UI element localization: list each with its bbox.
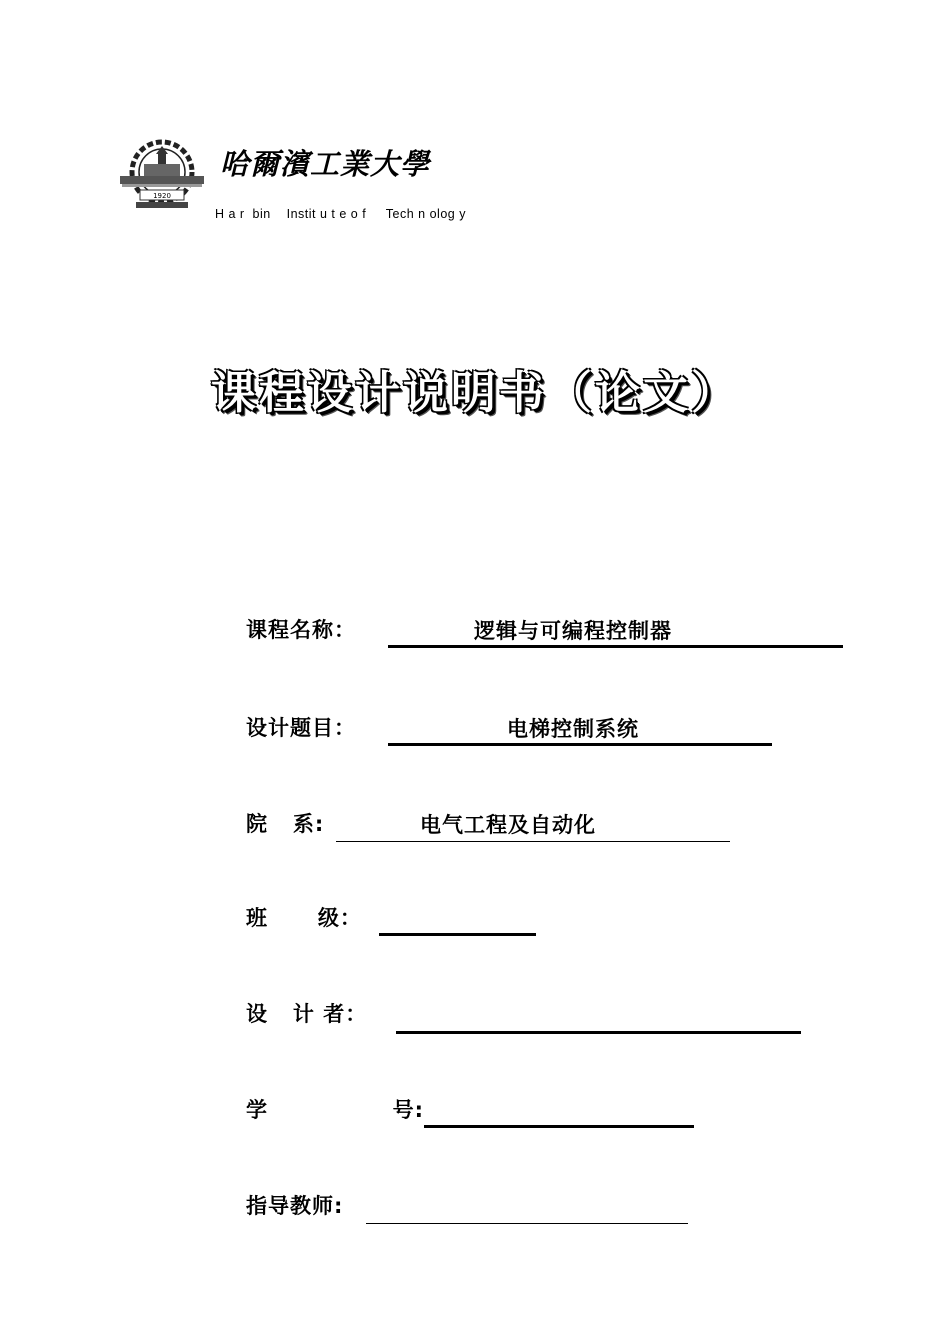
field-department <box>246 806 846 842</box>
advisor-label: 指导教师: <box>246 1194 344 1218</box>
field-student-id <box>246 1092 846 1128</box>
design-topic-underline <box>388 743 772 746</box>
designer-underline <box>396 1031 801 1034</box>
student-id-underline <box>424 1125 694 1128</box>
course-name-value: 逻辑与可编程控制器 <box>474 619 672 643</box>
design-topic-label: 设计题目： <box>246 716 356 740</box>
design-topic-value: 电梯控制系统 <box>507 717 639 741</box>
field-advisor <box>246 1188 846 1224</box>
student-id-label: 学 号: <box>246 1098 425 1122</box>
field-class <box>246 900 846 936</box>
course-name-label: 课程名称： <box>246 618 356 642</box>
field-design-topic <box>246 710 846 746</box>
university-name-en: H a r bin Instit u t e o f Tech n olog y <box>215 207 466 221</box>
department-label: 院 系: <box>246 812 325 836</box>
university-name-cn: 哈爾濱工業大學 <box>220 147 431 181</box>
document-title: 课程设计说明书（论文） <box>210 366 739 419</box>
department-underline <box>336 841 730 842</box>
class-underline <box>379 933 536 936</box>
class-label: 班 级： <box>246 906 362 930</box>
course-name-underline <box>388 645 843 648</box>
department-value: 电气工程及自动化 <box>420 813 596 837</box>
university-logo-icon <box>118 138 206 210</box>
svg-text:1920: 1920 <box>153 192 171 200</box>
designer-label: 设 计 者： <box>246 1002 368 1026</box>
field-course-name <box>246 612 846 648</box>
advisor-underline <box>366 1223 688 1224</box>
field-designer <box>246 996 846 1032</box>
